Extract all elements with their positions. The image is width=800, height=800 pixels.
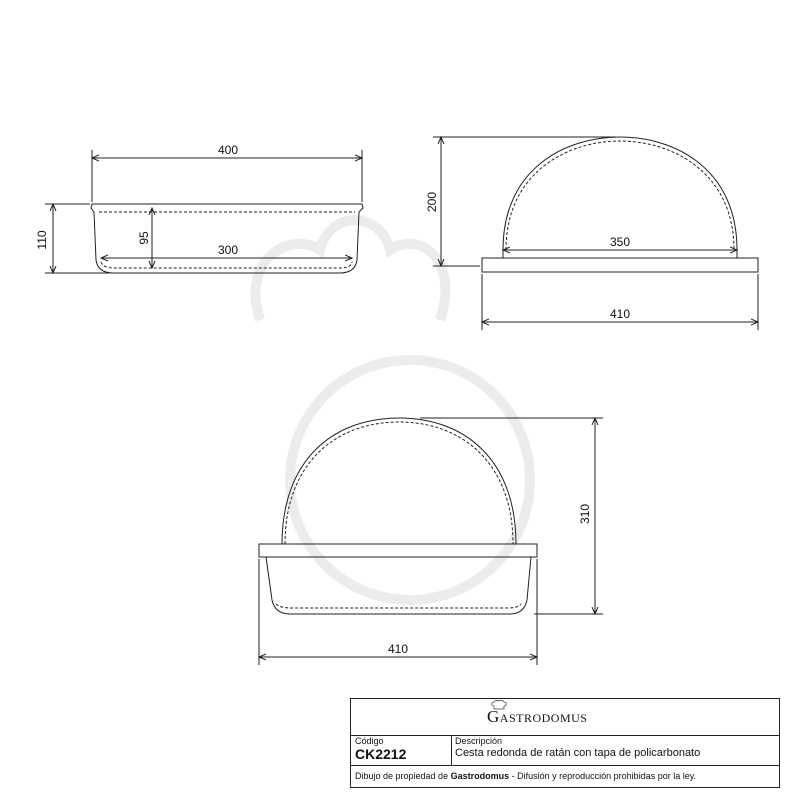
description-label: Descripción <box>455 736 503 746</box>
lid-dome <box>503 137 737 250</box>
dim-label-400: 400 <box>217 143 239 157</box>
watermark-logo <box>255 220 530 600</box>
lid-base <box>482 258 758 272</box>
code-label: Código <box>355 736 384 746</box>
dim-label-95: 95 <box>137 231 151 245</box>
basket-inner-bottom <box>101 262 352 268</box>
dim-label-410-assembled: 410 <box>387 642 409 656</box>
dim-label-350: 350 <box>609 235 631 249</box>
footer-prefix: Dibujo de propiedad de <box>355 771 449 781</box>
assembled-dome-inner <box>285 422 513 544</box>
title-block <box>350 698 780 788</box>
dim-label-110: 110 <box>35 230 49 250</box>
dim-label-310: 310 <box>578 503 592 525</box>
dim-label-300: 300 <box>217 243 239 257</box>
code-cell <box>351 735 452 765</box>
title-block-logo-row <box>351 699 779 736</box>
footer-suffix: - Difusión y reproducción prohibidas por la ley. <box>511 771 697 781</box>
brand-logo: Gastrodomus <box>487 707 588 726</box>
code-value: CK2212 <box>355 746 407 762</box>
basket-side-view <box>45 150 363 273</box>
ownership-notice <box>355 771 696 781</box>
description-cell <box>451 735 779 765</box>
footer-brand: Gastrodomus <box>450 771 510 781</box>
lid-side-view <box>433 137 758 330</box>
dim-label-410-lid: 410 <box>609 307 631 321</box>
title-block-info-row <box>351 735 779 766</box>
assembled-lid-base <box>259 544 537 557</box>
assembled-basket-inner <box>276 604 521 608</box>
dim-label-200: 200 <box>425 191 439 213</box>
lid-dome-inner <box>506 141 734 250</box>
assembled-dome <box>282 418 516 544</box>
description-value: Cesta redonda de ratán con tapa de policarbonato <box>455 747 701 759</box>
